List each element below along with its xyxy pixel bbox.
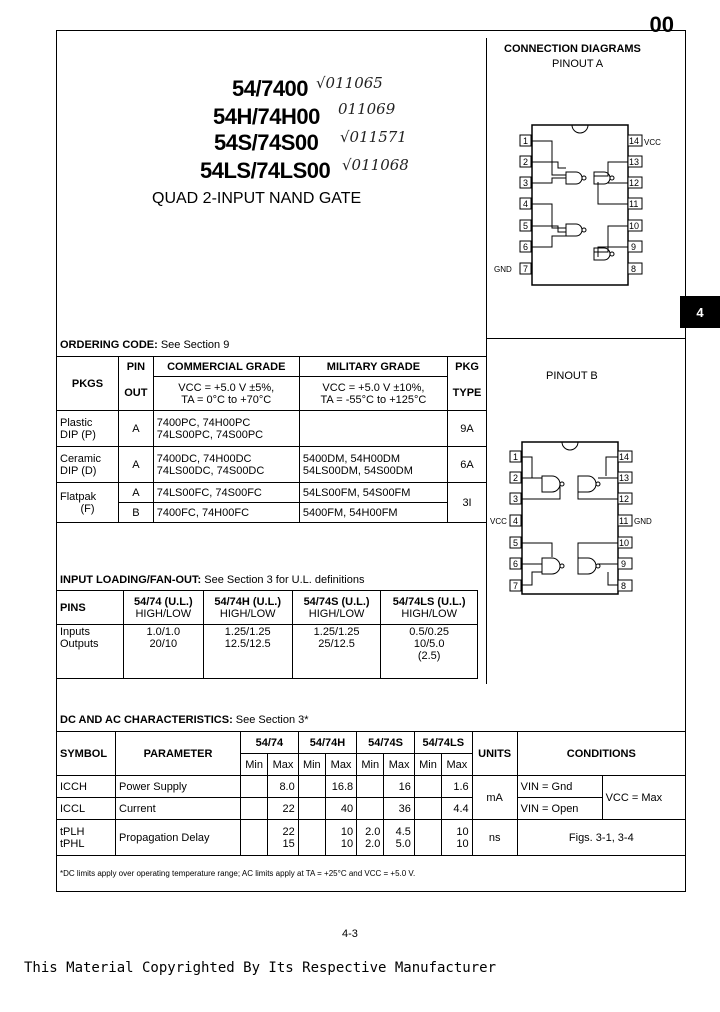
ordering-code-title: ORDERING CODE: <box>60 339 158 351</box>
pkg-cell <box>57 447 119 483</box>
table-row <box>57 447 487 483</box>
units-cell: mA <box>472 776 517 820</box>
max-cell: 40 <box>325 798 356 820</box>
handwritten-note-1: √011065 <box>316 74 383 92</box>
col-conditions: CONDITIONS <box>517 732 685 776</box>
pin-a-2: 2 <box>523 157 529 167</box>
col-family-5474h: 54/74H <box>298 732 356 754</box>
dcac-table <box>56 731 686 856</box>
row-label: Inputs <box>60 626 90 638</box>
pkg-sub: DIP (D) <box>60 464 97 477</box>
max-header: Max <box>384 754 415 776</box>
family-sub: HIGH/LOW <box>308 607 365 620</box>
commercial-cell <box>153 447 299 483</box>
pin-a-5: 5 <box>523 221 529 231</box>
max-cell: 4.4 <box>442 798 473 820</box>
pkg-cell <box>57 411 119 447</box>
military-cell: 5400FM, 54H00FM <box>299 503 447 523</box>
col-5474s <box>292 591 381 625</box>
part-number: 54LS00DM, 54S00DM <box>302 464 413 477</box>
col-family-5474s: 54/74S <box>357 732 415 754</box>
page-number: 00 <box>649 12 674 37</box>
input-loading-table <box>56 590 478 679</box>
pin-b-5: 5 <box>513 538 519 548</box>
dcac-ref: See Section 3* <box>235 714 309 726</box>
parameter-cell: Propagation Delay <box>116 820 241 856</box>
subtitle: QUAD 2-INPUT NAND GATE <box>152 190 362 207</box>
pin-a-12: 12 <box>629 178 640 188</box>
family-name: 54/74H (U.L.) <box>214 595 282 608</box>
family-sub: HIGH/LOW <box>135 607 192 620</box>
outputs-extra: (2.5) <box>417 650 441 662</box>
inputs-value: 0.5/0.25 <box>409 626 450 638</box>
ordering-code-table <box>56 356 487 523</box>
condition-cell: VIN = Open <box>517 798 602 820</box>
min-header: Min <box>414 754 441 776</box>
col-5474 <box>124 591 204 625</box>
max-value: 10 <box>340 837 354 850</box>
min-cell <box>241 820 268 856</box>
military-vcc: VCC = +5.0 V ±10%, <box>322 381 425 394</box>
pinout-a-right-pins <box>628 135 642 274</box>
pin-b-3: 3 <box>513 494 519 504</box>
table-row <box>57 483 487 503</box>
units-cell: ns <box>472 820 517 856</box>
outputs-value: 12.5/12.5 <box>224 638 271 650</box>
commercial-conditions <box>153 377 299 411</box>
max-header: Max <box>325 754 356 776</box>
value-cell <box>124 625 204 679</box>
max-value: 15 <box>282 837 295 850</box>
table-row <box>57 820 686 856</box>
table-row <box>57 798 686 820</box>
col-parameter: PARAMETER <box>116 732 241 776</box>
col-pins: PINS <box>57 591 124 625</box>
pkg-sub: DIP (P) <box>60 428 96 441</box>
pin-a-10: 10 <box>629 221 640 231</box>
pin-b-4: 4 <box>513 516 519 526</box>
max-cell: 16.8 <box>325 776 356 798</box>
title-74h00: 54H/74H00 <box>213 104 320 129</box>
max-value: 10 <box>456 825 469 838</box>
pin-b-10: 10 <box>619 538 630 548</box>
pin-a-4: 4 <box>523 199 529 209</box>
pin-a-6: 6 <box>523 242 529 252</box>
part-number: 7400PC, 74H00PC <box>156 416 251 429</box>
value-cell <box>292 625 381 679</box>
max-cell <box>325 820 356 856</box>
dcac-title: DC AND AC CHARACTERISTICS: <box>60 714 233 726</box>
pinout-a-diagram <box>490 120 686 290</box>
max-cell <box>442 820 473 856</box>
dcac-heading <box>60 714 309 726</box>
pin-b-6: 6 <box>513 559 519 569</box>
part-number: 5400DM, 54H00DM <box>302 452 401 465</box>
max-header: Max <box>268 754 299 776</box>
condition-cell: Figs. 3-1, 3-4 <box>517 820 685 856</box>
max-cell: 1.6 <box>442 776 473 798</box>
pkg-name: Flatpak <box>60 490 97 503</box>
min-value: 2.0 <box>365 837 381 850</box>
family-name: 54/74S (U.L.) <box>303 595 370 608</box>
ordering-code-heading <box>60 339 229 351</box>
pinout-b-label: PINOUT B <box>546 370 598 382</box>
max-header: Max <box>442 754 473 776</box>
col-pkgs: PKGS <box>57 357 119 411</box>
table-row <box>57 625 478 679</box>
col-pin: PIN <box>119 357 154 377</box>
handwritten-note-3: √011571 <box>340 128 407 146</box>
handwritten-note-4: √011068 <box>342 156 409 174</box>
military-ta: TA = -55°C to +125°C <box>320 393 427 406</box>
max-value: 5.0 <box>395 837 411 850</box>
max-value: 10 <box>456 837 469 850</box>
pin-b-2: 2 <box>513 473 519 483</box>
pinout-a-vcc-label: VCC <box>644 138 661 147</box>
military-conditions <box>299 377 447 411</box>
max-cell <box>384 820 415 856</box>
commercial-ta: TA = 0°C to +70°C <box>181 393 272 406</box>
pkg-name: Plastic <box>60 416 93 429</box>
commercial-vcc: VCC = +5.0 V ±5%, <box>178 381 275 394</box>
connection-diagrams-title: CONNECTION DIAGRAMS <box>504 43 641 55</box>
pin-a-13: 13 <box>629 157 640 167</box>
part-number: 74LS00PC, 74S00PC <box>156 428 264 441</box>
pinout-b-right-pins <box>618 451 632 591</box>
col-military: MILITARY GRADE <box>299 357 447 377</box>
pinout-a-gnd-label: GND <box>494 265 512 274</box>
col-pkg: PKG <box>448 357 487 377</box>
parameter-cell: Current <box>116 798 241 820</box>
type-cell: 9A <box>448 411 487 447</box>
inputs-value: 1.0/1.0 <box>146 626 181 638</box>
pins-cell <box>57 625 124 679</box>
pin-a-14: 14 <box>629 136 640 146</box>
pin-b-1: 1 <box>513 452 519 462</box>
input-loading-ref: See Section 3 for U.L. definitions <box>204 574 365 586</box>
pin-a-3: 3 <box>523 178 529 188</box>
pin-cell: A <box>119 447 154 483</box>
max-value: 22 <box>282 825 295 838</box>
ordering-code-ref: See Section 9 <box>160 339 230 351</box>
family-sub: HIGH/LOW <box>401 607 457 620</box>
copyright-notice: This Material Copyrighted By Its Respective Manufacturer <box>24 960 497 976</box>
outputs-value: 10/5.0 <box>413 638 445 650</box>
military-cell <box>299 411 447 447</box>
pkg-cell <box>57 483 119 523</box>
min-value: 2.0 <box>365 825 381 838</box>
pinout-a-label: PINOUT A <box>552 58 604 70</box>
pinout-b-diagram <box>490 440 686 600</box>
handwritten-note-2: 011069 <box>338 100 396 118</box>
military-cell: 54LS00FM, 54S00FM <box>299 483 447 503</box>
symbol-cell <box>57 820 116 856</box>
title-74ls00: 54LS/74LS00 <box>200 158 331 183</box>
footnote: *DC limits apply over operating temperature range; AC limits apply at TA = +25°C and VCC = +5.0 V. <box>60 869 416 878</box>
title-7400: 54/7400 <box>232 76 309 101</box>
symbol-tphl: tPHL <box>60 837 85 850</box>
symbol-cell: ICCH <box>57 776 116 798</box>
min-cell <box>298 820 325 856</box>
min-header: Min <box>357 754 384 776</box>
pin-a-1: 1 <box>523 136 529 146</box>
pin-b-7: 7 <box>513 581 519 591</box>
type-cell: 6A <box>448 447 487 483</box>
max-cell: 36 <box>384 798 415 820</box>
min-header: Min <box>241 754 268 776</box>
title-74s00: 54S/74S00 <box>214 130 319 155</box>
pin-cell: A <box>119 411 154 447</box>
condition-cell: VCC = Max <box>602 776 685 820</box>
page-reference: 4-3 <box>342 928 358 940</box>
pin-b-14: 14 <box>619 452 630 462</box>
family-name: 54/74LS (U.L.) <box>392 595 466 608</box>
pkg-sub: (F) <box>80 502 95 515</box>
input-loading-heading <box>60 574 364 586</box>
part-number: 7400DC, 74H00DC <box>156 452 252 465</box>
min-cell <box>357 820 384 856</box>
pinout-a-left-pins <box>520 135 531 274</box>
parameter-cell: Power Supply <box>116 776 241 798</box>
row-label: Outputs <box>60 638 99 650</box>
inputs-value: 1.25/1.25 <box>313 626 360 638</box>
type-cell: 3I <box>448 483 487 523</box>
section-tab: 4 <box>680 296 720 328</box>
outputs-value: 25/12.5 <box>318 638 355 650</box>
pinout-divider <box>486 338 686 339</box>
commercial-cell: 74LS00FC, 74S00FC <box>153 483 299 503</box>
pin-a-9: 9 <box>631 242 637 252</box>
input-loading-title: INPUT LOADING/FAN-OUT: <box>60 574 202 586</box>
pin-a-11: 11 <box>629 199 639 209</box>
col-commercial: COMMERCIAL GRADE <box>153 357 299 377</box>
pinout-b-gnd-label: GND <box>634 517 652 526</box>
family-sub: HIGH/LOW <box>219 607 276 620</box>
part-number: 74LS00DC, 74S00DC <box>156 464 265 477</box>
table-row <box>57 503 487 523</box>
col-5474ls <box>381 591 478 625</box>
symbol-cell: ICCL <box>57 798 116 820</box>
col-type: TYPE <box>448 377 487 411</box>
military-cell <box>299 447 447 483</box>
outputs-value: 20/10 <box>149 638 178 650</box>
pin-b-12: 12 <box>619 494 630 504</box>
col-family-5474: 54/74 <box>241 732 299 754</box>
max-value: 4.5 <box>395 825 411 838</box>
pinout-b-vcc-label: VCC <box>490 517 507 526</box>
pin-b-8: 8 <box>621 581 627 591</box>
pin-cell: A <box>119 483 154 503</box>
pin-b-11: 11 <box>619 516 629 526</box>
col-symbol: SYMBOL <box>57 732 116 776</box>
max-value: 10 <box>340 825 354 838</box>
value-cell <box>381 625 478 679</box>
pkg-name: Ceramic <box>60 452 101 465</box>
pin-b-13: 13 <box>619 473 630 483</box>
col-units: UNITS <box>472 732 517 776</box>
max-cell: 8.0 <box>268 776 299 798</box>
table-row <box>57 776 686 798</box>
table-row <box>57 411 487 447</box>
family-name: 54/74 (U.L.) <box>133 595 193 608</box>
pin-a-7: 7 <box>523 264 529 274</box>
condition-cell: VIN = Gnd <box>517 776 602 798</box>
col-out: OUT <box>119 377 154 411</box>
col-5474h <box>203 591 292 625</box>
col-family-5474ls: 54/74LS <box>414 732 472 754</box>
pin-b-9: 9 <box>621 559 627 569</box>
pinout-b-left-pins <box>510 451 521 591</box>
min-cell <box>414 820 441 856</box>
max-cell: 22 <box>268 798 299 820</box>
max-cell <box>268 820 299 856</box>
inputs-value: 1.25/1.25 <box>224 626 271 638</box>
symbol-tplh: tPLH <box>60 825 85 838</box>
value-cell <box>203 625 292 679</box>
pin-cell: B <box>119 503 154 523</box>
commercial-cell <box>153 411 299 447</box>
min-header: Min <box>298 754 325 776</box>
pin-a-8: 8 <box>631 264 637 274</box>
commercial-cell: 7400FC, 74H00FC <box>153 503 299 523</box>
max-cell: 16 <box>384 776 415 798</box>
